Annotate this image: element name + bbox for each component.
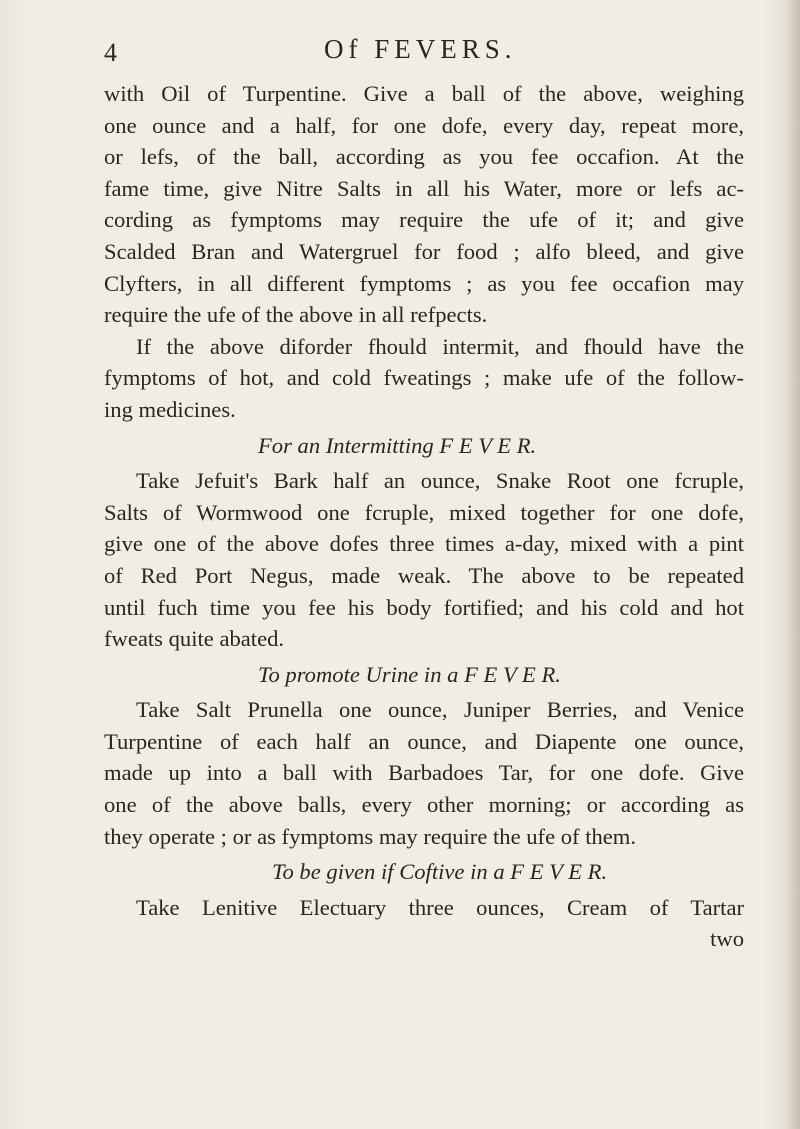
- text-line: until fuch time you fee his body fortified; and his cold and hot: [104, 594, 744, 620]
- text-line: cording as fymptoms may require the ufe of it; and give: [104, 207, 744, 233]
- text-line: Take Jefuit's Bark half an ounce, Snake Root one fcruple,: [136, 468, 744, 494]
- section-heading: For an Intermitting F E V E R.: [258, 432, 537, 458]
- catchword: two: [710, 926, 744, 952]
- text-line: made up into a ball with Barbadoes Tar, for one dofe. Give: [104, 760, 744, 786]
- text-line: or lefs, of the ball, according as you fee occafion. At the: [104, 144, 744, 170]
- page-number: 4: [104, 38, 117, 67]
- text-line: of Red Port Negus, made weak. The above to be repeated: [104, 562, 744, 588]
- text-line: one ounce and a half, for one dofe, every day, repeat more,: [104, 112, 744, 138]
- section-heading: To be given if Coftive in a F E V E R.: [272, 859, 608, 885]
- text-line: Scalded Bran and Watergruel for food ; alfo bleed, and give: [104, 238, 744, 264]
- text-line: If the above diforder fhould intermit, and fhould have the: [136, 333, 744, 359]
- text-line: ing medicines.: [104, 396, 236, 422]
- text-line: with Oil of Turpentine. Give a ball of the above, weighing: [104, 81, 744, 106]
- text-line: they operate ; or as fymptoms may require the ufe of them.: [104, 823, 637, 849]
- page-edge-shadow: [786, 0, 800, 1129]
- text-line: one of the above balls, every other morning; or according as: [104, 792, 744, 818]
- section-heading: To promote Urine in a F E V E R.: [258, 661, 561, 687]
- text-line: fymptoms of hot, and cold fweatings ; make ufe of the follow-: [104, 365, 744, 391]
- text-line: fweats quite abated.: [104, 626, 285, 652]
- text-line: Salts of Wormwood one fcruple, mixed together for one dofe,: [104, 499, 744, 525]
- text-line: Take Lenitive Electuary three ounces, Cream of Tartar: [136, 894, 744, 920]
- text-line: fame time, give Nitre Salts in all his Water, more or lefs ac-: [104, 175, 744, 201]
- text-line: Turpentine of each half an ounce, and Diapente one ounce,: [104, 728, 744, 754]
- text-line: give one of the above dofes three times a-day, mixed with a pint: [104, 531, 744, 557]
- text-line: require the ufe of the above in all refpects.: [104, 302, 488, 328]
- body-text: [104, 78, 744, 955]
- text-line: Clyfters, in all different fymptoms ; as you fee occafion may: [104, 270, 744, 296]
- running-head: Of FEVERS.: [324, 34, 517, 64]
- page-header: [104, 30, 744, 70]
- text-line: Take Salt Prunella one ounce, Juniper Berries, and Venice: [136, 697, 744, 723]
